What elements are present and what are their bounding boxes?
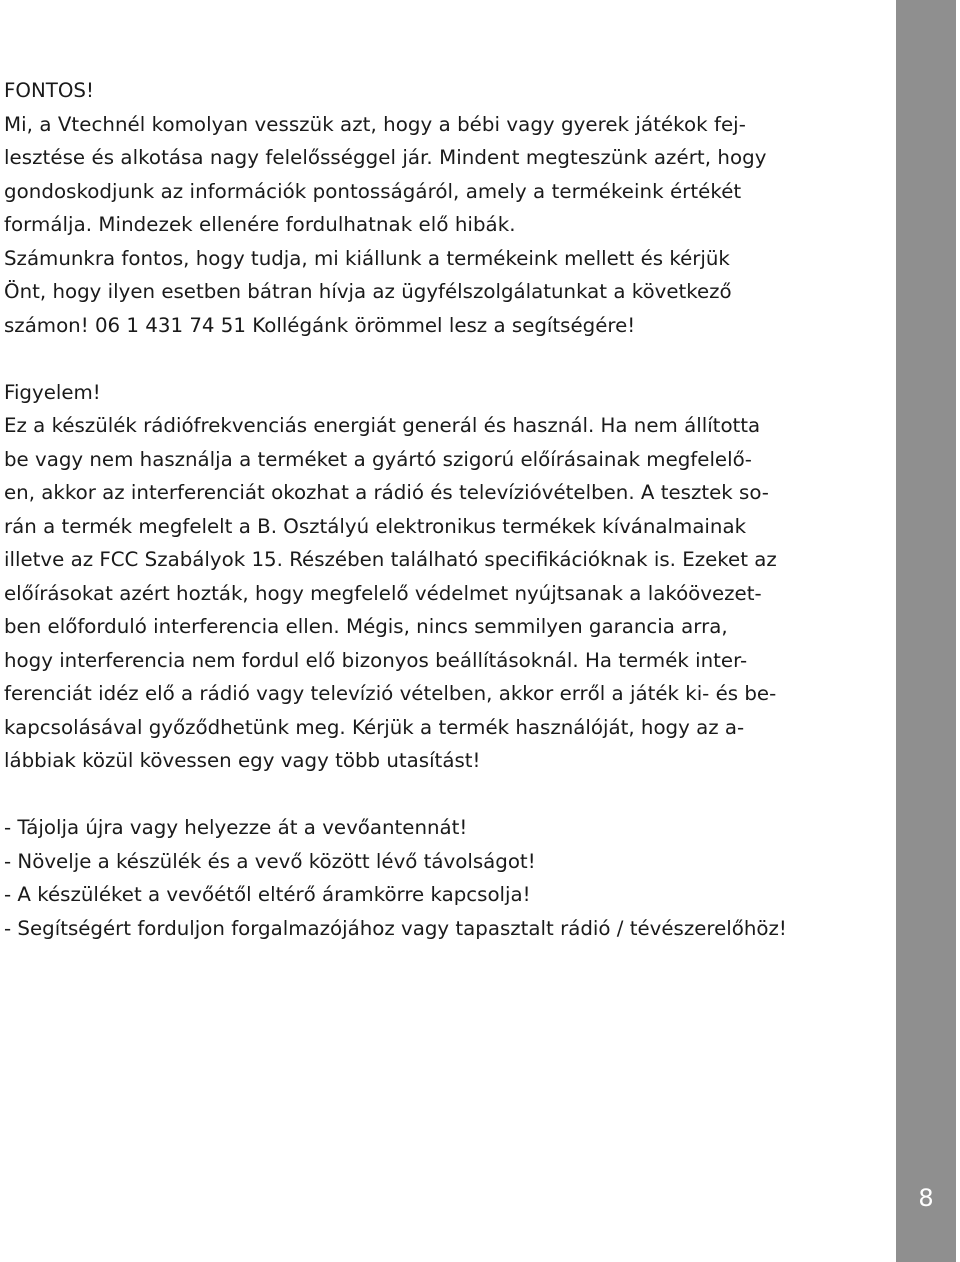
- page-content: [4, 74, 874, 945]
- instruction-list: [4, 811, 874, 945]
- notice-support: [4, 242, 874, 343]
- notice-intro-line: Mi, a Vtechnél komolyan vesszük azt, hogy a bébi vagy gyerek játékok fej-: [4, 112, 746, 136]
- instruction-item: - Növelje a készülék és a vevő között lévő távolságot!: [4, 849, 536, 873]
- warning-line: illetve az FCC Szabályok 15. Részében található specifikációknak is. Ezeket az: [4, 548, 777, 571]
- warning-section: [4, 376, 874, 778]
- notice-heading: FONTOS!: [4, 79, 94, 102]
- warning-line: ferenciát idéz elő a rádió vagy televízió vételben, akkor erről a játék ki- és be-: [4, 682, 777, 705]
- notice-support-line: Önt, hogy ilyen esetben bátran hívja az ügyfélszolgálatunkat a következő: [4, 280, 732, 303]
- warning-line: ben előforduló interferencia ellen. Mégis, nincs semmilyen garancia arra,: [4, 615, 728, 638]
- paragraph-spacer: [4, 342, 874, 376]
- warning-line: be vagy nem használja a terméket a gyártó szigorú előírásainak megfelelő-: [4, 447, 752, 471]
- warning-line: hogy interferencia nem fordul elő bizonyos beállításoknál. Ha termék inter-: [4, 648, 748, 672]
- warning-line: előírásokat azért hozták, hogy megfelelő védelmet nyújtsanak a lakóövezet-: [4, 581, 762, 605]
- warning-line: rán a termék megfelelt a B. Osztályú elektronikus termékek kívánalmainak: [4, 514, 747, 538]
- warning-line: en, akkor az interferenciát okozhat a rádió és televízióvételben. A tesztek so-: [4, 481, 769, 504]
- instruction-item: - A készüléket a vevőétől eltérő áramkörre kapcsolja!: [4, 883, 531, 906]
- warning-line: lábbiak közül kövessen egy vagy több utasítást!: [4, 749, 481, 772]
- notice-support-line: Számunkra fontos, hogy tudja, mi kiállunk a termékeink mellett és kérjük: [4, 246, 730, 270]
- notice-intro: [4, 108, 874, 242]
- paragraph-spacer: [4, 778, 874, 812]
- page-number: 8: [918, 1184, 934, 1212]
- notice-support-line: számon! 06 1 431 74 51 Kollégánk örömmel lesz a segítségére!: [4, 313, 636, 337]
- notice-section: [4, 74, 874, 342]
- notice-intro-line: lesztése és alkotása nagy felelősséggel jár. Mindent megteszünk azért, hogy: [4, 146, 767, 169]
- warning-line: kapcsolásával győződhetünk meg. Kérjük a termék használóját, hogy az a-: [4, 715, 745, 739]
- page-sidebar: [896, 0, 956, 1262]
- instruction-item: - Segítségért forduljon forgalmazójához vagy tapasztalt rádió / tévészerelőhöz!: [4, 916, 787, 940]
- notice-intro-line: gondoskodjunk az információk pontosságáról, amely a termékeink értékét: [4, 179, 742, 203]
- instruction-item: - Tájolja újra vagy helyezze át a vevőantennát!: [4, 816, 468, 839]
- notice-intro-line: formálja. Mindezek ellenére fordulhatnak elő hibák.: [4, 213, 516, 236]
- warning-heading: Figyelem!: [4, 380, 101, 404]
- warning-line: Ez a készülék rádiófrekvenciás energiát generál és használ. Ha nem állította: [4, 414, 761, 437]
